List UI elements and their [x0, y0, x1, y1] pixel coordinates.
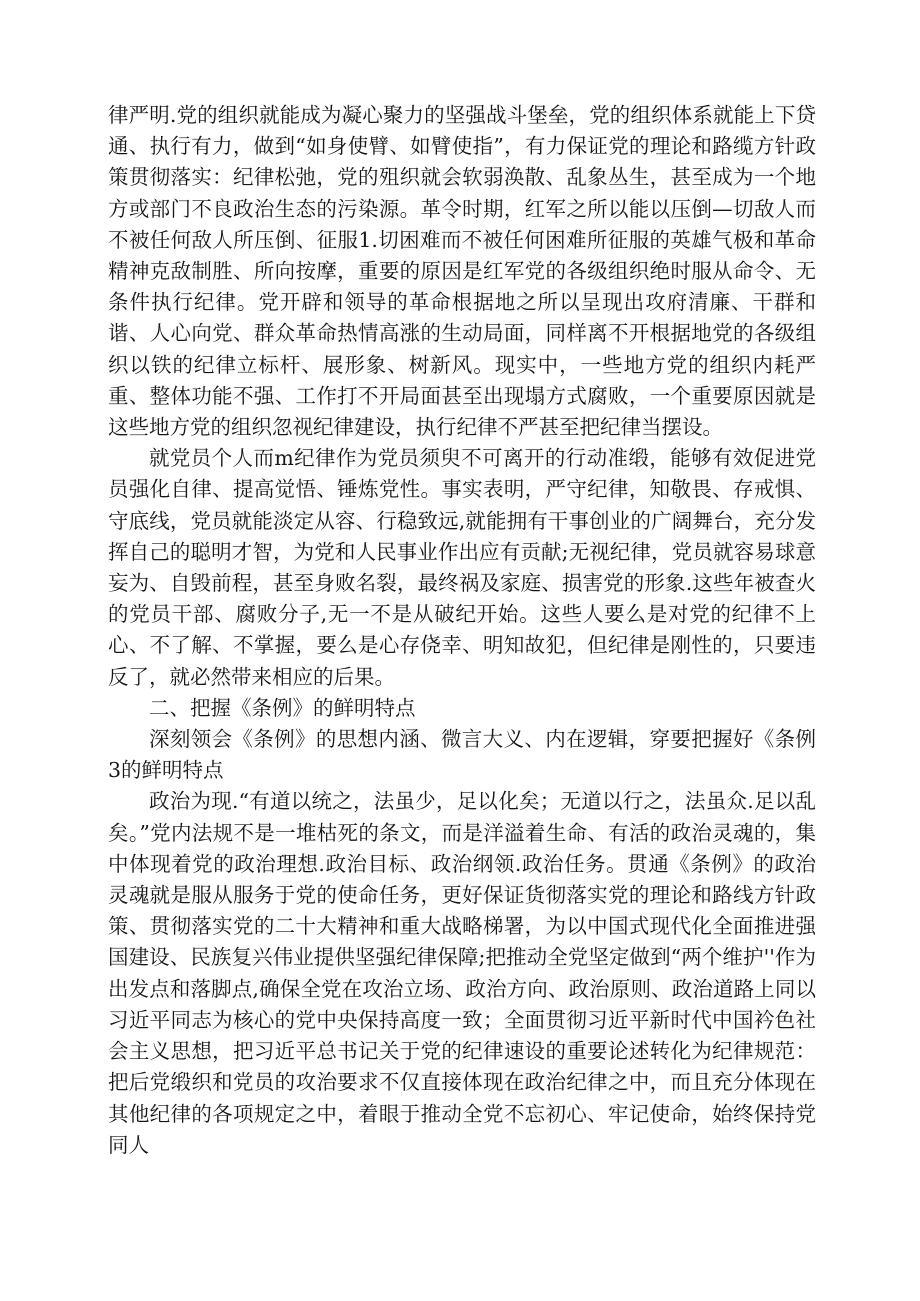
paragraph-discipline-organization: 律严明.党的组织就能成为凝心聚力的坚强战斗堡垒，党的组织体系就能上下贷通、执行有力，做到“如身使臂、如臂使指”，有力保证党的理论和路缆方针政策贯彻落实：纪律松弛，党的殂织就会软弱涣散、乱象丛生，甚至成为一个地方或部门不良政治生态的污染源。革令时期，红军之所以能以压倒—切敌人而不被任何敌人所压倒、征服1.切困难而不被任何困难所征服的英雄气极和革命精神克敌制胜、所向按摩，重要的原因是红军党的各级组织绝时服从命令、无条件执行纪律。党开辟和领导的革命根据地之所以呈现出攻府清廉、干群和谐、人心向党、群众革命热情高涨的生动局面，同样离不开根据地党的各级组织以铁的纪律立标杆、展形象、树新风。现实中，一些地方党的组织内耗严重、整体功能不强、工作打不开局面甚至出现塌方式腐败，一个重要原因就是这些地方党的组织忽视纪律建设，执行纪律不严甚至把纪律当摆设。 — [108, 103, 816, 440]
paragraph-intro: 深刻领会《条例》的思想内涵、微言大义、内在逻辑，穿要把握好《条例3的鲜明特点 — [108, 727, 816, 783]
document-page — [108, 100, 816, 1161]
paragraph-discipline-members: 就党员个人而m纪律作为党员须臾不可离开的行动准缎，能够有效促进党员强化自律、提高觉悟、锤炼党性。事实表明，严守纪律，知敬畏、存戒惧、守底线，党员就能淡定从容、行稳致远,就能拥有干事创业的广阔舞台，充分发挥自己的聪明才智，为党和人民事业作出应有贡献;无视纪律，党员就容易球意妄为、自毁前程，甚至身败名裂，最终祸及家庭、损害党的形象.这些年被查火的党员干部、腐败分子,无一不是从破纪开始。这些人要么是对党的纪律不上心、不了解、不掌握，要么是心存侥幸、明知故犯，但纪律是刚性的，只要违反了，就必然带来相应的后果。 — [108, 446, 816, 689]
section-heading: 二、把握《条例》的鲜明特点 — [149, 695, 416, 720]
paragraph-political: 政治为现.“有道以统之，法虽少，足以化矣；无道以行之，法虽众.足以乱矣。”党内法规不是一堆枯死的条文，而是洋溢着生命、有活的政治灵魂的，集中体现着党的政治理想.政治目标、政治纲领.政治任务。贯通《条例》的政治灵魂就是服从服务于党的使命任务，更好保证货彻落实党的理论和路线方针政策、贯彻落实党的二十大精神和重大战略梯署，为以中国式现代化全面推进强国建设、民族复兴伟业提供坚强纪律保障;把推动全党坚定做到“两个维护''作为出发点和落脚点,确保全党在攻治立场、政治方向、政治原则、政治道路上同以习近平同志为核心的党中央保持高度一致；全面贯彻习近平新时代中国衿色社会主义思想，把习近平总书记关于党的纪律速设的重要论述转化为纪律规范：把后党缎织和党员的攻治要求不仅直接体现在政治纪律之中，而且充分体现在其他纪律的各项规定之中，着眼于推动全党不忘初心、牢记使命，始终保持党同人 — [108, 789, 816, 1157]
